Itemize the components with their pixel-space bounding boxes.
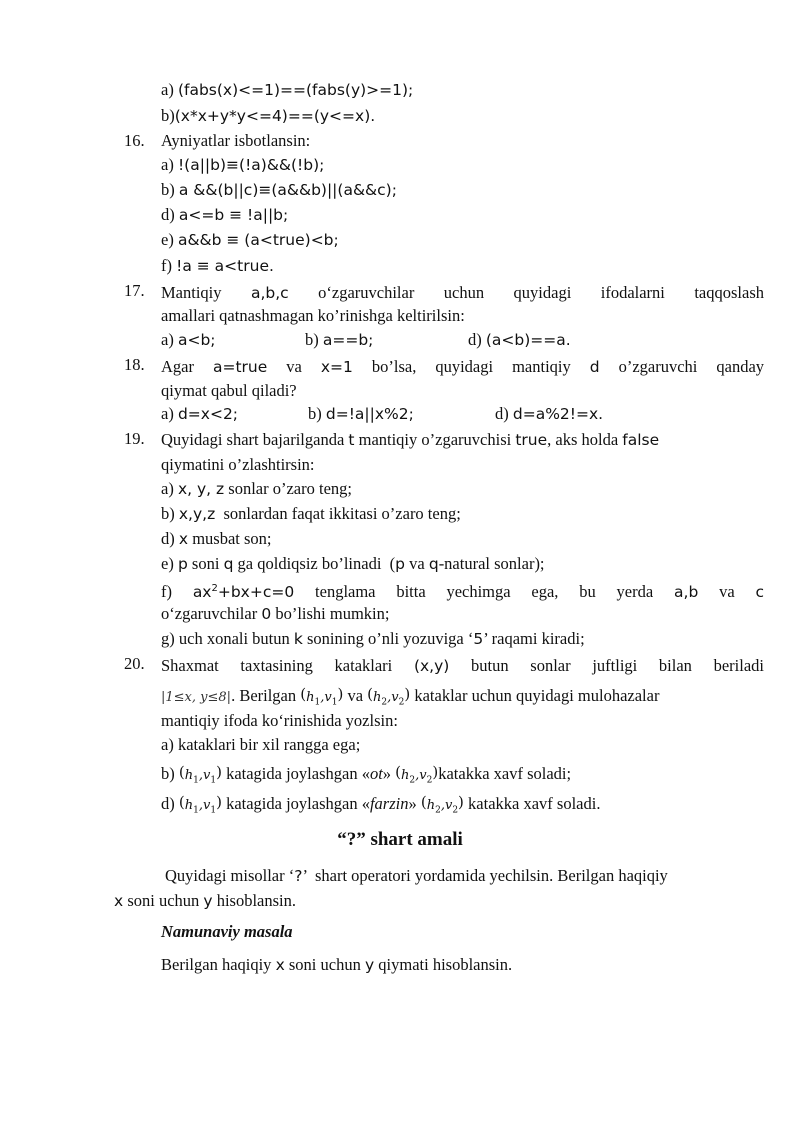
code-expression: c [755,583,765,602]
math-range-condition: |1≤x, y≤8| [161,690,232,705]
item-17b [305,330,373,350]
code-expression: ? [294,867,303,885]
text: tenglama bitta yechimga ega, bu yerda [315,582,654,602]
text: hisoblansin. [212,891,297,910]
code-expression: q [428,555,439,573]
item-label: a) [161,80,178,99]
code-expression: d [589,358,600,376]
code-expression: d=!a||x%2; [325,405,414,423]
problem-18-line1 [161,357,764,377]
item-label: b) [308,404,326,423]
paren: ) [216,763,222,781]
code-expression: t [348,431,355,449]
text: soni uchun [284,955,365,974]
code-expression: true [515,431,548,449]
code-part: +bx+c=0 [217,583,295,602]
paren: ) [337,685,344,703]
text: . Berilgan [231,686,301,705]
problem-16-text: Ayniyatlar isbotlansin: [161,131,311,150]
item-19b [161,504,461,524]
section-heading: “?” shart amali [337,829,463,850]
subscript: 1 [193,805,199,816]
item-label: d) [161,529,179,548]
subscript: 2 [398,697,405,708]
problem-20-line2 [161,684,659,713]
text: soni [187,554,224,573]
item-16f [161,256,274,276]
text: Berilgan haqiqiy [161,955,276,974]
code-expression: a<=b ≡ !a||b; [178,206,289,224]
text: va [343,686,368,705]
text: qiymati hisoblansin. [374,955,513,974]
problem-20-line3: mantiqiy ifoda ko‘rinishida yozlsin: [161,711,398,730]
code-expression: (a<b)==a. [485,331,571,349]
item-label: b) [161,106,175,125]
sample-problem-title: Namunaviy masala [161,922,293,941]
text: Quyidagi shart bajarilganda [161,430,349,449]
item-label: b) [161,764,179,783]
item-15b [161,106,375,126]
item-label: a) [161,155,178,174]
problem-19-line2: qiymatini o’zlashtirsin: [161,455,315,474]
text: ’ shart operatori yordamida yechilsin. Berilgan haqiqiy [302,866,668,885]
code-expression: a,b [674,583,699,602]
text: va [405,554,429,573]
text: ’ raqami kiradi; [483,629,585,648]
item-label: b) [305,330,323,349]
math-cell-h1-v1 [178,763,222,786]
item-18a [161,404,238,424]
code-expression: a,b,c [250,284,289,302]
item-label: f) [161,582,172,602]
math-var: h [184,798,194,813]
math-var: h [306,690,315,705]
math-comma: , [198,768,203,783]
item-16a [161,155,324,175]
paren: ( [420,793,427,811]
problem-20-line1 [161,656,764,676]
superscript: 2 [211,583,218,594]
item-label: d) [495,404,513,423]
paren: ( [178,763,185,781]
math-comma: , [440,798,445,813]
text: -natural sonlar); [438,554,545,573]
code-expression: x=1 [320,358,353,376]
code-expression: a==b; [322,331,374,349]
item-16e [161,230,339,250]
math-var: v [202,798,211,813]
paren: ) [458,793,464,811]
item-label: b) [161,180,179,199]
text: » [408,794,421,813]
code-expression: q [223,555,234,573]
paren: ) [216,793,222,811]
subscript: 2 [426,775,433,786]
code-expression: a&&b ≡ (a<true)<b; [177,231,339,249]
math-comma: , [387,690,392,705]
item-17a [161,330,216,350]
subscript: 1 [210,805,217,816]
item-18b [308,404,414,424]
intro-paragraph-line2 [114,891,296,911]
problem-number-18: 18. [124,355,145,374]
text: » [382,764,396,783]
paren: ) [404,685,411,703]
code-expression: p [395,555,406,573]
text: katagida joylashgan « [221,764,370,783]
text: bo’lishi mumkin; [271,604,390,623]
text: o‘zgaruvchilar [161,604,262,623]
problem-number-19: 19. [124,429,145,448]
subscript: 1 [314,697,321,708]
text: Shaxmat taxtasining kataklari [161,656,393,675]
item-label: d) [161,205,179,224]
text: musbat son; [188,529,272,548]
item-15a [161,80,413,100]
item-16d [161,205,288,225]
math-cell-h1-v1 [178,793,222,816]
code-expression: d=a%2!=x. [512,405,604,423]
text: sonlardan faqat ikkitasi o’zaro teng; [215,504,461,523]
math-cell-h2-v2 [367,685,411,708]
subscript: 2 [381,697,388,708]
code-expression: y [203,892,213,910]
math-var: v [202,768,211,783]
item-label: d) [468,330,486,349]
text: g) uch xonali butun [161,629,294,648]
text: sonlar o’zaro teng; [224,479,352,498]
item-20d [161,792,600,821]
math-cell-h2-v2 [420,793,464,816]
code-expression: (x,y) [413,657,450,675]
text: o’zgaruvchi qanday [618,357,765,376]
item-label: a) [161,330,178,349]
text: katakka xavf soladi; [438,764,572,783]
item-17d [468,330,571,350]
code-expression: (x*x+y*y<=4)==(y<=x). [174,107,376,125]
item-label: a) [161,479,178,498]
code-expression: p [177,555,188,573]
sample-problem-text [161,955,512,975]
text: , aks holda [547,430,623,449]
italic-text: ot [369,764,383,783]
intro-paragraph-line1 [165,866,668,886]
code-expression: false [622,431,660,449]
code-expression: (fabs(x)<=1)==(fabs(y)>=1); [177,81,414,99]
problem-18-line2: qiymat qabul qiladi? [161,381,297,400]
code-expression: !(a||b)≡(!a)&&(!b); [177,156,325,174]
problem-number-20: 20. [124,654,145,673]
math-var: v [324,690,332,705]
problem-19-line1 [161,430,659,450]
code-expression: a=true [212,358,268,376]
math-comma: , [320,690,325,705]
italic-text: farzin [369,794,409,813]
code-expression: x, y, z [177,480,225,498]
item-16b [161,180,397,200]
subscript: 1 [331,697,338,708]
subscript: 1 [193,775,199,786]
paren: ( [300,685,307,703]
item-20a: a) kataklari bir xil rangga ega; [161,735,361,754]
math-var: h [426,798,436,813]
text: Mantiqiy [161,283,222,302]
code-expression: k [293,630,303,648]
math-comma: , [198,798,203,813]
item-19f-line1 [161,579,764,602]
text: sonining o’nli yozuviga ‘ [302,629,474,648]
text: kataklar uchun quyidagi mulohazalar [410,686,660,705]
subscript: 2 [409,775,416,786]
code-expression: d=x<2; [177,405,239,423]
math-var: h [184,768,194,783]
text: ga qoldiqsiz bo’linadi ( [233,554,396,573]
math-var: h [373,690,382,705]
text: o‘zgaruvchilar uchun quyidagi ifodalarni taqqoslash [318,283,764,302]
problem-17-line1 [161,283,764,303]
text: va [719,582,735,602]
code-expression: x [114,892,124,910]
subscript: 2 [452,805,459,816]
math-cell-h2-v2 [395,763,439,786]
paren: ( [367,685,374,703]
math-var: v [391,690,399,705]
item-label: d) [161,794,179,813]
subscript: 2 [435,805,441,816]
problem-17-line2: amallari qatnashmagan ko’rinishga keltirilsin: [161,306,465,325]
item-19f-line2 [161,604,389,624]
item-19e [161,554,545,574]
item-label: a) [161,404,178,423]
item-label: e) [161,554,178,573]
code-part: ax [192,583,212,602]
text: bo’lsa, quyidagi mantiqiy [371,357,571,376]
code-expression [193,583,294,601]
code-expression: y [364,956,375,974]
text: Quyidagi misollar ‘ [165,866,295,885]
math-var: v [444,798,453,813]
text: mantiqiy o’zgaruvchisi [354,430,516,449]
code-expression: 0 [261,605,272,623]
paren: ( [395,763,402,781]
paren: ) [432,763,439,781]
code-expression: a<b; [177,331,216,349]
code-expression: !a ≡ a<true. [176,257,274,275]
item-19d [161,529,271,549]
subscript: 1 [210,775,217,786]
text: va [286,357,302,376]
math-text: 1≤x, y≤8 [165,690,227,705]
code-expression: a &&(b||c)≡(a&&b)||(a&&c); [178,181,397,199]
item-20b [161,762,571,791]
text: Agar [161,357,194,376]
item-19a [161,479,352,499]
math-var: h [401,768,410,783]
problem-number-16: 16. [124,131,145,150]
math-comma: , [415,768,420,783]
text: soni uchun [123,891,204,910]
text: katagida joylashgan « [221,794,370,813]
item-19g [161,629,585,649]
text: butun sonlar juftligi bilan beriladi [471,656,765,675]
code-expression: x,y,z [178,505,216,523]
text: katakka xavf soladi. [463,794,601,813]
code-expression: 5 [473,630,484,648]
problem-number-17: 17. [124,281,145,300]
math-var: v [419,768,427,783]
math-cell-h1-v1 [300,685,344,708]
item-18d [495,404,603,424]
item-label: f) [161,256,177,275]
item-label: b) [161,504,179,523]
item-label: e) [161,230,178,249]
code-expression: x [275,956,285,974]
paren: ( [178,793,185,811]
code-expression: x [178,530,189,548]
